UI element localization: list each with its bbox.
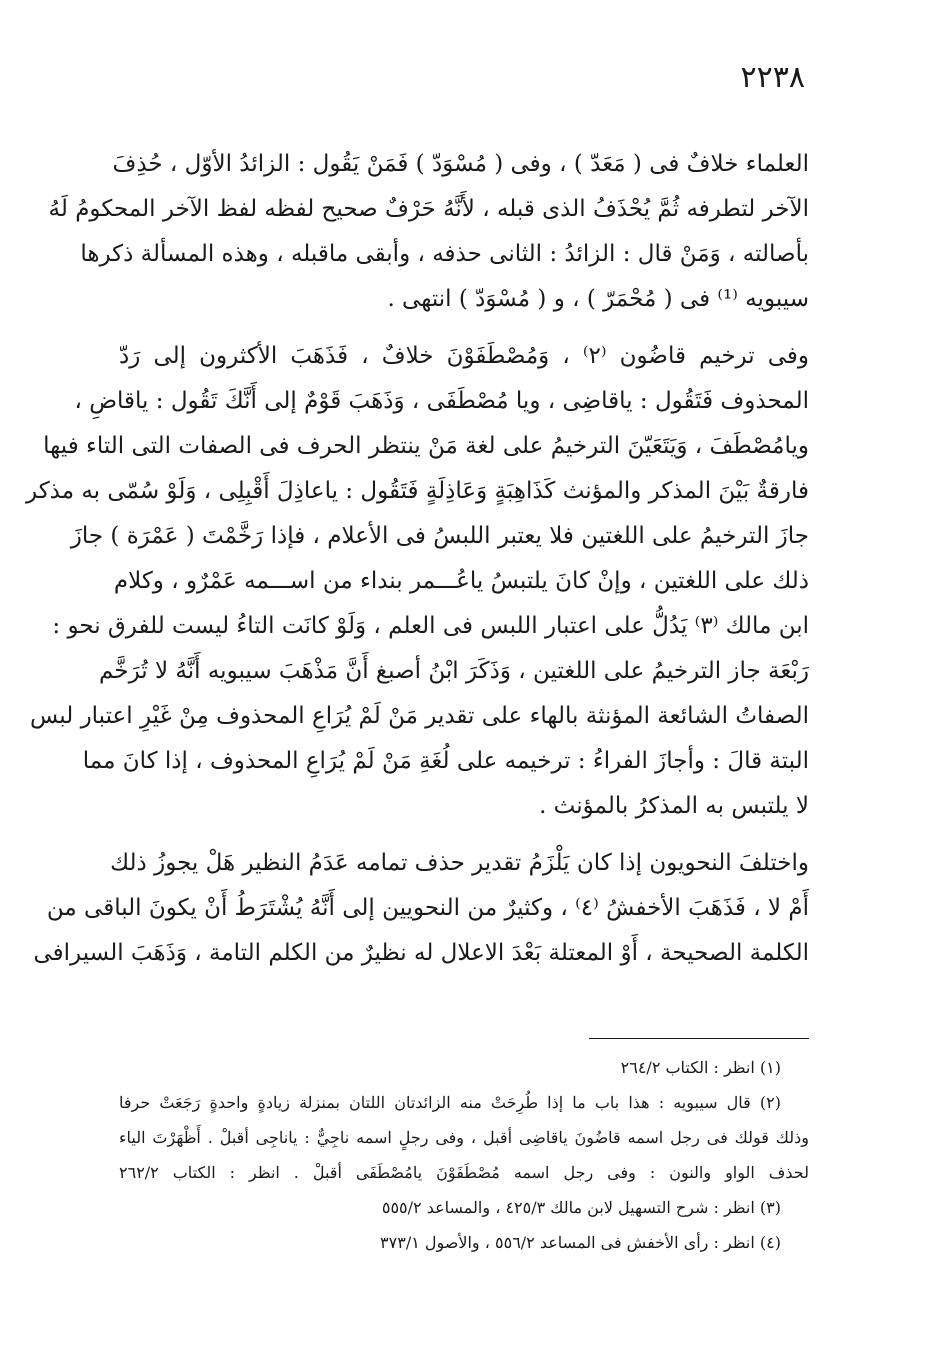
- footnote-2: [119, 1085, 809, 1190]
- text-line: ابن مالك ⁽٣⁾ يَدُلُّ على اعتبار اللبس فى العلم ، وَلَوْ كانَت التاءُ ليست للفرق نحو :: [52, 613, 809, 639]
- text-line: الصفاتُ الشائعة المؤنثة بالهاء على تقدير مَنْ لَمْ يُرَاعِ المحذوف مِنْ غَيْرِ اعتبار لبس: [29, 703, 809, 729]
- text-line: ويامُصْطَفَ ، وَيَتَعَيّنَ الترخيمُ على لغة مَنْ ينتظر الحرف فى الصفات التى التاء فيها: [43, 433, 809, 459]
- footnote-1: [119, 1050, 809, 1085]
- text-line: العلماء خلافٌ فى ( مَعَدّ ) ، وفى ( مُسْوَدّ ) فَمَنْ يَقُول : الزائدُ الأوّل ، حُذِفَ: [112, 151, 809, 177]
- footnotes: [119, 1050, 809, 1260]
- text-line: لا يلتبس به المذكرُ بالمؤنث .: [539, 793, 809, 819]
- footnote-line: (٢) قال سيبويه : هذا باب ما إذا طُرِحَتْ منه الزائدتان اللتان بمنزلة زيادةٍ واحدةٍ رَجَعَتْ حرفا: [119, 1093, 781, 1112]
- text-line: واختلفَ النحويون إذا كان يَلْزَمُ تقدير حذف تمامه عَدَمُ النظير هَلْ يجوزُ ذلك: [110, 850, 809, 876]
- text-line: أَمْ لا ، فَذَهَبَ الأخفشُ ⁽٤⁾ ، وكثيرٌ من النحويين إلى أَنَّهُ يُشْتَرَطُ أَنْ يكونَ الباقى من: [46, 895, 809, 921]
- text-line: رَبْعَة جاز الترخيمُ على اللغتين ، وَذَكَرَ ابْنُ أصبغ أَنَّ مَذْهَبَ سيبويه أَنَّهُ لا تُرَخَّم: [99, 658, 809, 684]
- text-line: ذلك على اللغتين ، وإنْ كانَ يلتبسُ ياعُـــمر بنداء من اســـمه عَمْرٌو ، وكلام: [113, 568, 809, 594]
- paragraph: [48, 142, 809, 322]
- paragraph: [33, 841, 809, 976]
- footnote-line: (٤) انظر : رأى الأخفش فى المساعد ٥٥٦/٢ ، والأصول ٣٧٣/١: [380, 1233, 781, 1252]
- text-line: فارقةٌ بَيْنَ المذكر والمؤنث كَذَاهِبَةٍ وَعَاذِلَةٍ فَتَقُول : ياعاذِلَ أَقْبِلِى ، وَلَوْ سُمّى به مذكر: [26, 478, 809, 504]
- footnote-line: وذلك قولك فى رجل اسمه قاضُونَ ياقاضِى أقبل ، وفى رجلٍ اسمه ناجِيٌّ : ياناجِى أقبلْ . أَظْهَرْتَ الياء: [119, 1128, 809, 1147]
- footnote-4: [119, 1225, 809, 1260]
- footnote-line: (١) انظر : الكتاب ٢٦٤/٢: [620, 1058, 781, 1077]
- text-line: جازَ الترخيمُ على اللغتين فلا يعتبر اللبسُ فى الأعلام ، فإذا رَخَّمْتَ ( عَمْرَة ) جازَ: [70, 523, 809, 549]
- body-text: [26, 142, 809, 988]
- text-line: الكلمة الصحيحة ، أَوْ المعتلة بَعْدَ الاعلال له نظيرٌ من الكلم التامة ، وَذَهَبَ السيرافى: [33, 940, 809, 966]
- text-line: البتة قالَ : وأجازَ الفراءُ : ترخيمه على لُغَةِ مَنْ لَمْ يُرَاعِ المحذوف ، إذا كانَ مما: [82, 748, 809, 774]
- page-number: ٢٢٣٨: [740, 60, 805, 95]
- text-line: سيبويه ⁽¹⁾ فى ( مُحْمَرّ ) ، و ( مُسْوَدّ ) انتهى .: [387, 286, 809, 312]
- text-line: المحذوف فَتَقُول : ياقاضِى ، ويا مُصْطَفَى ، وَذَهَبَ قَوْمٌ إلى أَنَّكَ تَقُول : ياقاضِ ،: [74, 388, 809, 414]
- text-line: الآخر لتطرفه ثُمَّ يُحْذَفُ الذى قبله ، لأَنَّهُ حَرْفٌ صحيح لفظه لفظ الآخر المحكومُ لَهُ: [48, 196, 809, 222]
- footnote-separator: [589, 1038, 809, 1039]
- footnote-line: لحذف الواو والنون : وفى رجل اسمه مُصْطَفَوْنَ يامُصْطَفَى أقبلْ . انظر : الكتاب ٢٦٢/٢: [119, 1163, 809, 1182]
- text-line: وفى ترخيم قاضُون ⁽٢⁾ ، وَمُصْطَفَوْنَ خلافٌ ، فَذَهَبَ الأكثرون إلى رَدّ: [119, 343, 809, 369]
- footnote-line: (٣) انظر : شرح التسهيل لابن مالك ٤٢٥/٣ ، والمساعد ٥٥٥/٢: [381, 1198, 781, 1217]
- paragraph: [26, 334, 809, 829]
- text-line: بأصالته ، وَمَنْ قال : الزائدُ : الثانى حذفه ، وأبقى ماقبله ، وهذه المسألة ذكرها: [80, 241, 809, 267]
- footnote-3: [119, 1190, 809, 1225]
